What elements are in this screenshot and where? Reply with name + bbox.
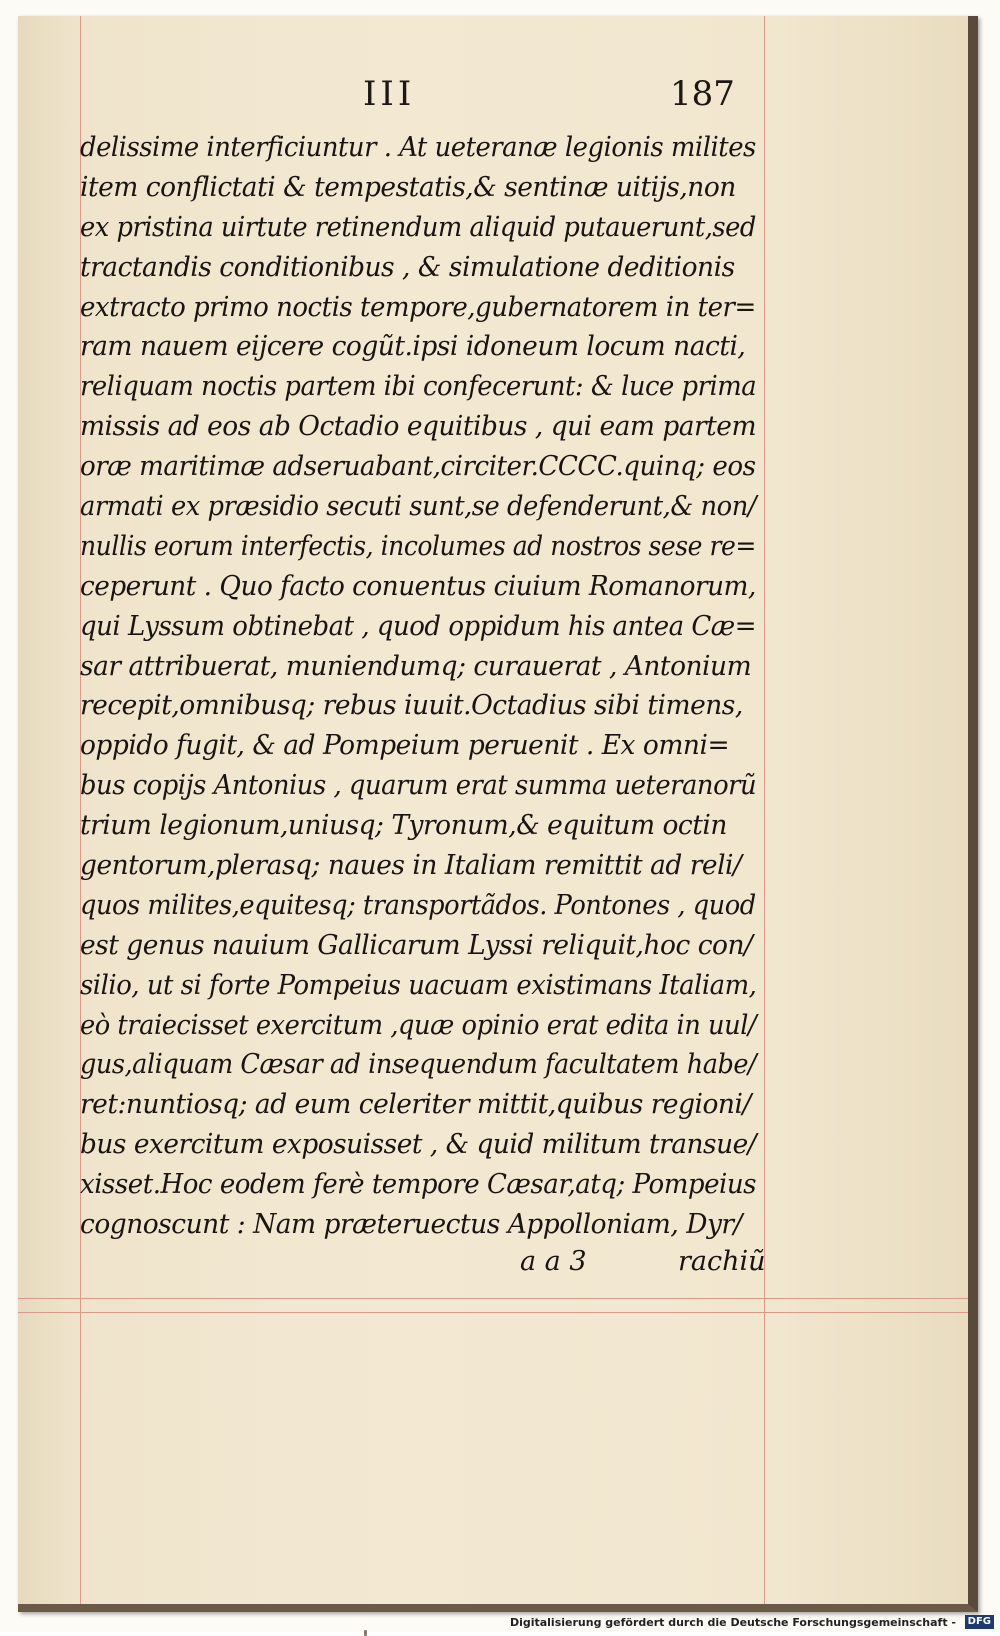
text-line: gus,aliquam Cæsar ad insequendum facultatem habe/: [80, 1049, 757, 1081]
text-line: cognoscunt : Nam præteruectus Appolloniam, Dyr/: [80, 1209, 742, 1241]
body-text: [80, 128, 770, 1245]
text-line: oræ maritimæ adseruabant,circiter.CCCC.quinq; eos: [80, 451, 756, 483]
ink-speck: [364, 1630, 367, 1636]
text-line: oppido fugit, & ad Pompeium peruenit . Ex omni=: [80, 730, 730, 762]
text-line: ret:nuntiosq; ad eum celeriter mittit,quibus regioni/: [80, 1089, 751, 1121]
text-line: extracto primo noctis tempore,gubernatorem in ter=: [80, 291, 756, 323]
text-line: ex pristina uirtute retinendum aliquid putauerunt,sed: [80, 211, 756, 243]
text-line: reliquam noctis partem ibi confecerunt: & luce prima: [80, 371, 757, 403]
text-line: quos milites,equitesq; transportãdos. Pontones , quod: [80, 889, 756, 921]
text-line: silio, ut si forte Pompeius uacuam existimans Italiam,: [80, 969, 757, 1001]
text-line: armati ex præsidio secuti sunt,se defenderunt,& non/: [80, 491, 757, 523]
bottom-rule-lower: [18, 1312, 968, 1313]
text-line: ram nauem eijcere cogũt.ipsi idoneum locum nacti,: [80, 331, 746, 363]
bottom-rule-upper: [18, 1298, 968, 1299]
text-line: qui Lyssum obtinebat , quod oppidum his antea Cæ=: [80, 610, 756, 642]
text-line: gentorum,plerasq; naues in Italiam remittit ad reli/: [80, 850, 742, 882]
page-number: 187: [670, 74, 735, 114]
text-line: est genus nauium Gallicarum Lyssi reliquit,hoc con/: [80, 929, 753, 961]
text-line: trium legionum,uniusq; Tyronum,& equitum octin: [80, 810, 727, 842]
text-line: recepit,omnibusq; rebus iuuit.Octadius sibi timens,: [80, 690, 743, 722]
text-line: bus exercitum exposuisset , & quid militum transue/: [80, 1129, 757, 1161]
text-line: missis ad eos ab Octadio equitibus , qui eam partem: [80, 411, 757, 443]
text-line: item conflictati & tempestatis,& sentinæ uitijs,non: [80, 171, 736, 203]
dfg-logo: DFG: [965, 1615, 994, 1629]
text-line: tractandis conditionibus , & simulatione deditionis: [80, 251, 735, 283]
text-line: delissime interficiuntur . At ueteranæ legionis milites: [80, 132, 756, 163]
text-line: sar attribuerat, muniendumq; curauerat , Antonium: [80, 650, 752, 682]
text-line: xisset.Hoc eodem ferè tempore Cæsar,atq; Pompeius: [80, 1169, 757, 1201]
book-page: [18, 16, 978, 1612]
text-line: bus copijs Antonius , quarum erat summa ueteranorũ: [80, 770, 757, 802]
signature-mark: a a 3: [520, 1246, 587, 1277]
gathering-signature: III: [363, 74, 416, 114]
catchword: rachiũ: [678, 1246, 766, 1277]
text-line: ceperunt . Quo facto conuentus ciuium Romanorum,: [80, 570, 756, 602]
text-line: eò traiecisset exercitum ,quæ opinio erat edita in uul/: [80, 1009, 757, 1041]
digitization-credit: Digitalisierung gefördert durch die Deutsche Forschungsgemeinschaft -: [509, 1616, 956, 1629]
text-line: nullis eorum interfectis, incolumes ad nostros sese re=: [80, 530, 756, 562]
